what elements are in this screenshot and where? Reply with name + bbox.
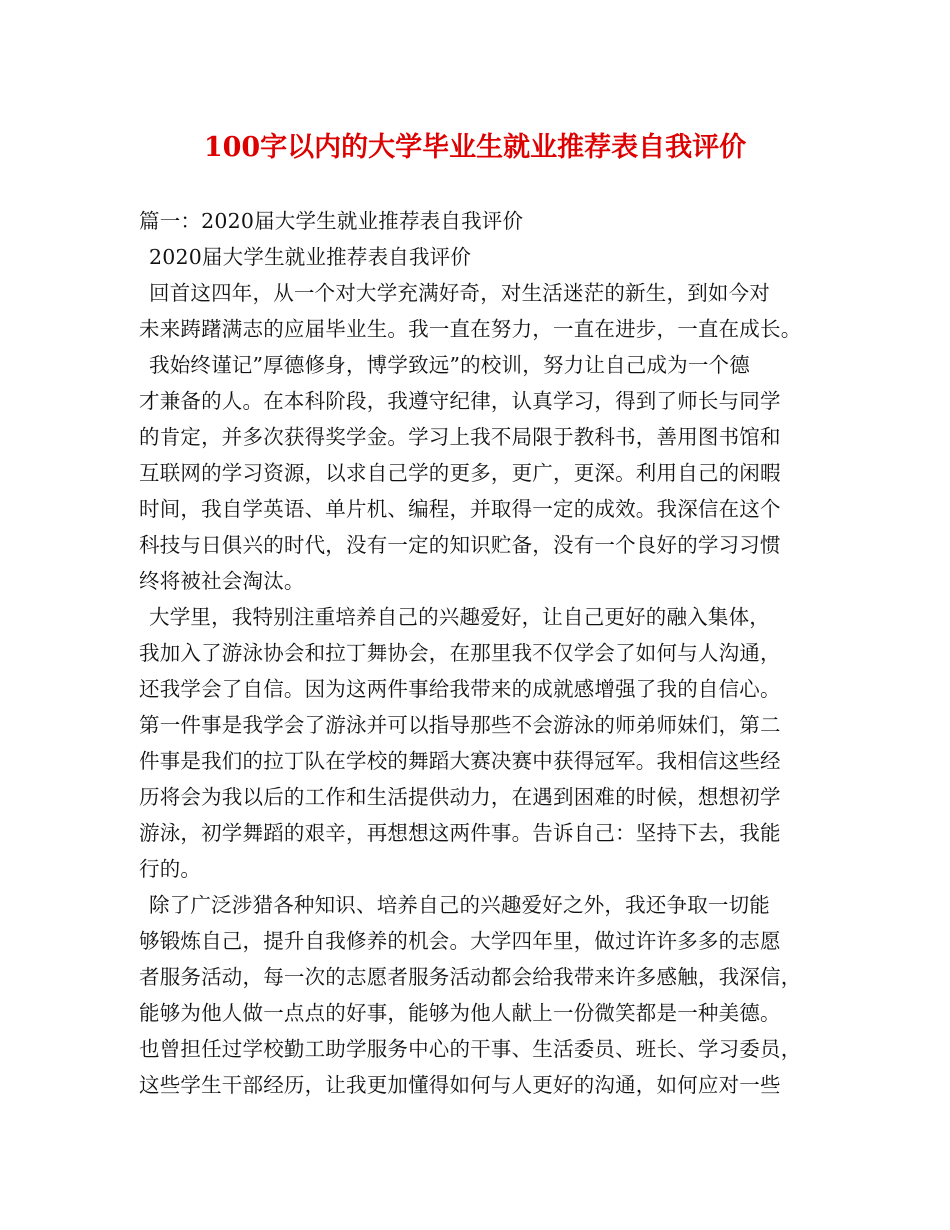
paragraph-line: 篇一：2020届大学生就业推荐表自我评价 (139, 209, 524, 233)
paragraph-line: 这些学生干部经历，让我更加懂得如何与人更好的沟通，如何应对一些 (139, 1073, 781, 1097)
paragraph-line: 科技与日俱兴的时代，没有一定的知识贮备，没有一个良好的学习习惯 (139, 533, 781, 557)
paragraph-line: 能够为他人做一点点的好事，能够为他人献上一份微笑都是一种美德。 (139, 1001, 781, 1025)
paragraph-line: 回首这四年，从一个对大学充满好奇，对生活迷茫的新生，到如今对 (149, 281, 770, 305)
document-body (139, 203, 829, 1103)
paragraph-line: 第一件事是我学会了游泳并可以指导那些不会游泳的师弟师妹们，第二 (139, 713, 781, 737)
document-title: 100字以内的大学毕业生就业推荐表自我评价 (203, 132, 747, 163)
paragraph-line: 者服务活动，每一次的志愿者服务活动都会给我带来许多感触，我深信， (139, 965, 802, 989)
paragraph-line: 也曾担任过学校勤工助学服务中心的干事、生活委员、班长、学习委员， (139, 1037, 802, 1061)
paragraph-line: 行的。 (139, 857, 202, 881)
paragraph-line: 我始终谨记”厚德修身，博学致远”的校训，努力让自己成为一个德 (149, 353, 750, 377)
paragraph-line: 够锻炼自己，提升自我修养的机会。大学四年里，做过许许多多的志愿 (139, 929, 781, 953)
paragraph-line: 才兼备的人。在本科阶段，我遵守纪律，认真学习，得到了师长与同学 (139, 389, 781, 413)
paragraph-line: 还我学会了自信。因为这两件事给我带来的成就感增强了我的自信心。 (139, 677, 781, 701)
paragraph-line: 我加入了游泳协会和拉丁舞协会，在那里我不仅学会了如何与人沟通， (139, 641, 781, 665)
paragraph-line: 2020届大学生就业推荐表自我评价 (149, 245, 472, 269)
paragraph-line: 游泳，初学舞蹈的艰辛，再想想这两件事。告诉自己：坚持下去，我能 (139, 821, 781, 845)
paragraph-line: 互联网的学习资源，以求自己学的更多，更广，更深。利用自己的闲暇 (139, 461, 781, 485)
paragraph-line: 未来踌躇满志的应届毕业生。我一直在努力，一直在进步，一直在成长。 (139, 317, 802, 341)
paragraph-line: 时间，我自学英语、单片机、编程，并取得一定的成效。我深信在这个 (139, 497, 781, 521)
paragraph-line: 件事是我们的拉丁队在学校的舞蹈大赛决赛中获得冠军。我相信这些经 (139, 749, 781, 773)
paragraph-line: 终将被社会淘汰。 (139, 569, 305, 593)
paragraph-line: 的肯定，并多次获得奖学金。学习上我不局限于教科书，善用图书馆和 (139, 425, 781, 449)
paragraph-line: 历将会为我以后的工作和生活提供动力，在遇到困难的时候，想想初学 (139, 785, 781, 809)
paragraph-line: 大学里，我特别注重培养自己的兴趣爱好，让自己更好的融入集体， (149, 605, 770, 629)
paragraph-line: 除了广泛涉猎各种知识、培养自己的兴趣爱好之外，我还争取一切能 (149, 893, 770, 917)
